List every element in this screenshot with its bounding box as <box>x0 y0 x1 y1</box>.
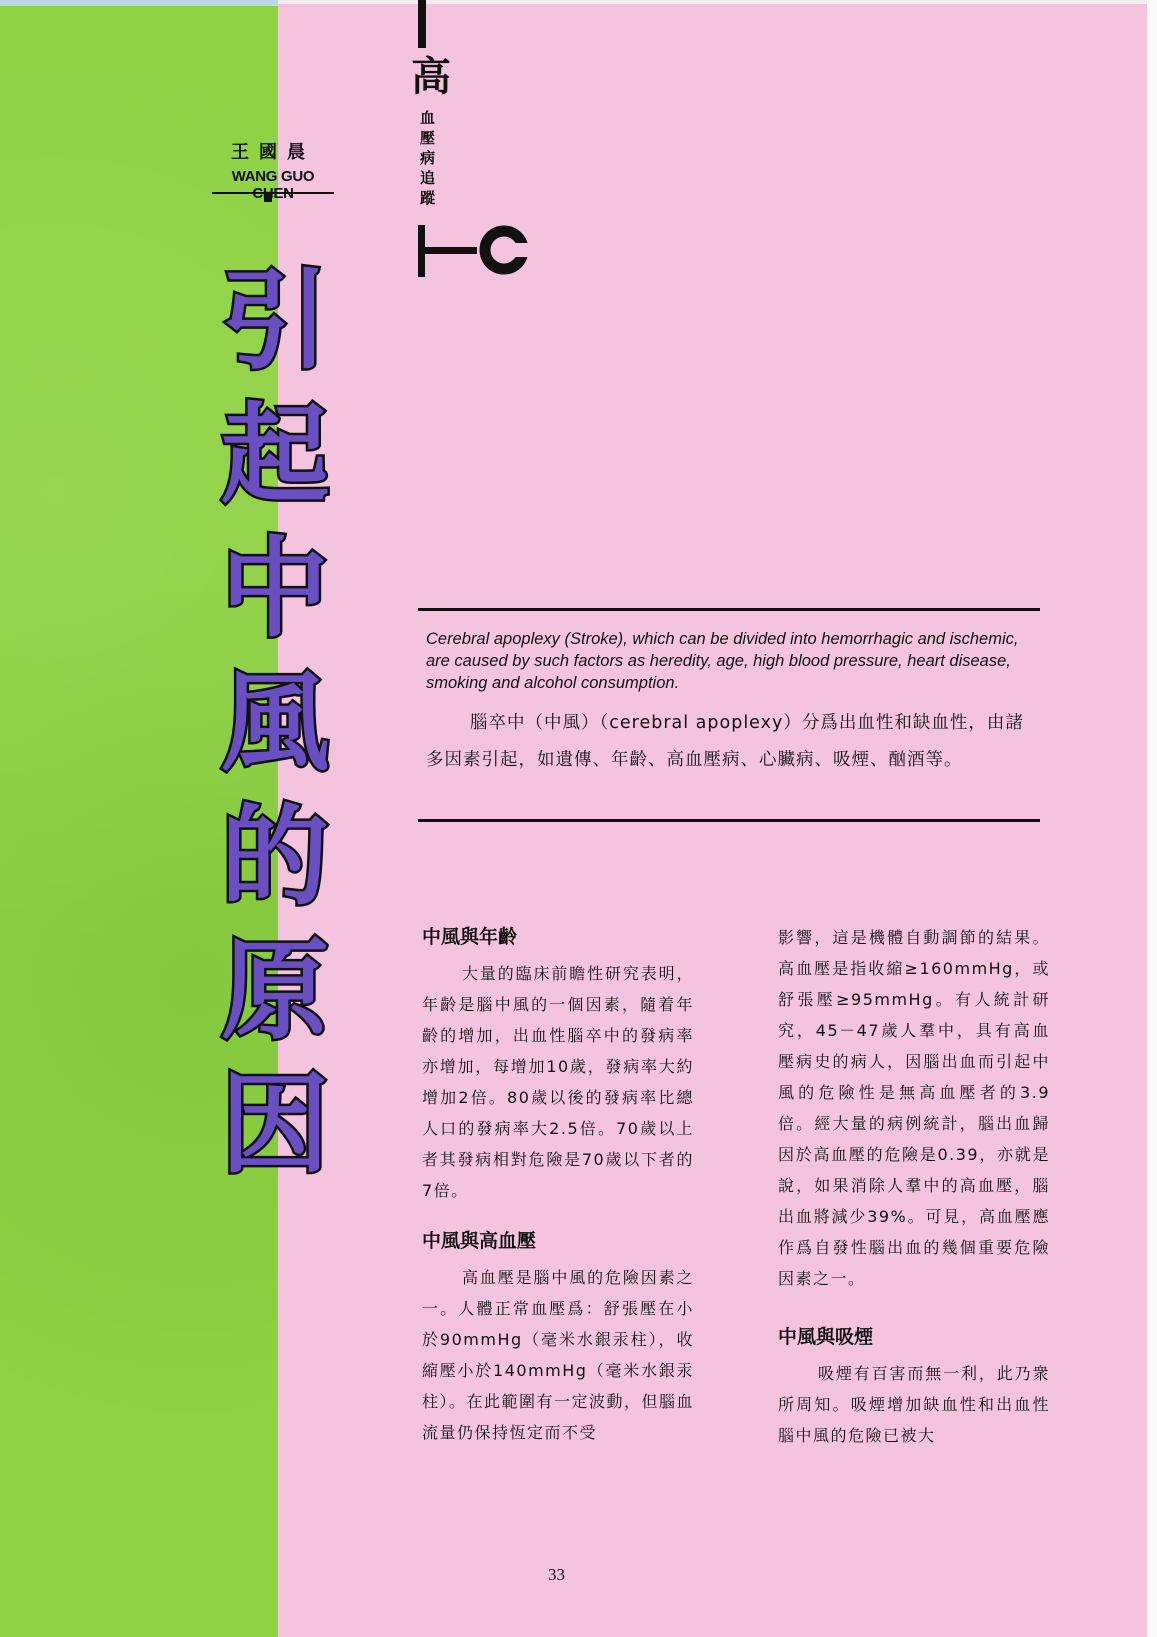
section-paragraph: 大量的臨床前瞻性研究表明，年齡是腦中風的一個因素，隨着年齡的增加，出血性腦卒中的發病率亦增加，每增加10歲，發病率大約增加2倍。80歲以後的發病率比總人口的發病率大2.5倍。70歲以上者其發病相對危險是70歲以下者的7倍。 <box>422 964 694 1200</box>
title-char: 風 <box>220 661 329 786</box>
title-char: 中 <box>220 527 329 652</box>
abstract-bottom-rule <box>418 819 1040 822</box>
title-char: 起 <box>220 393 329 518</box>
column-emblem-icon <box>418 225 538 277</box>
scan-edge-top-pink <box>278 0 1157 4</box>
author-divider <box>212 192 334 194</box>
body-column-right <box>778 922 1050 1451</box>
article-title <box>215 255 335 1193</box>
title-char: 因 <box>220 1063 329 1188</box>
page-number: 33 <box>548 1565 565 1584</box>
column-subtitle-char: 壓 <box>420 129 436 147</box>
author-name-cn: 王國晨 <box>231 142 315 163</box>
section-paragraph: 高血壓是腦中風的危險因素之一。人體正常血壓爲：舒張壓在小於90mmHg（毫米水銀汞柱），收縮壓小於140mmHg（毫米水銀汞柱）。在此範圍有一定波動，但腦血流量仍保持恆定而不受 <box>422 1268 695 1442</box>
abstract-top-rule <box>418 608 1040 611</box>
author-divider-tick <box>264 192 272 202</box>
column-subtitle-char: 追 <box>420 169 436 187</box>
abstract-chinese: 腦卒中（中風）（cerebral apoplexy）分爲出血性和缺血性，由諸多因素引起，如遺傳、年齡、高血壓病、心臟病、吸煙、酗酒等。 <box>426 713 1024 770</box>
section-paragraph-continued: 影響，這是機體自動調節的結果。高血壓是指收縮≥160mmHg，或舒張壓≥95mmHg。有人統計研究，45－47歲人羣中，具有高血壓病史的病人，因腦出血而引起中風的危險性是無高血壓者的3.9倍。經大量的病例統計，腦出血歸因於高血壓的危險是0.39，亦就是說，如果消除人羣中的高血壓，腦出血將減少39%。可見，高血壓應作爲自發性腦出血的幾個重要危險因素之一。 <box>778 928 1050 1288</box>
column-subtitle <box>420 108 435 208</box>
section-paragraph: 吸煙有百害而無一利，此乃衆所周知。吸煙增加缺血性和出血性腦中風的危險已被大 <box>778 1364 1050 1445</box>
author-name-en: WANG GUO <box>231 168 315 185</box>
section-heading: 中風與年齡 <box>422 926 518 948</box>
section-heading: 中風與吸煙 <box>778 1326 874 1348</box>
column-logo: 高 <box>411 54 451 100</box>
column-bar <box>418 0 426 48</box>
abstract-english: Cerebral apoplexy (Stroke), which can be divided into hemorrhagic and ischemic, are caused by such factors as heredity, age, high blood pressure, heart disease, smoking and alcohol consumption. <box>426 630 1019 692</box>
section-heading: 中風與高血壓 <box>422 1230 537 1252</box>
column-subtitle-char: 病 <box>420 149 436 167</box>
title-char: 原 <box>220 929 329 1054</box>
column-subtitle-char: 蹤 <box>420 189 436 207</box>
scan-edge-right <box>1147 0 1157 1637</box>
body-column-left <box>422 922 694 1448</box>
scan-edge-top <box>0 0 278 6</box>
title-char: 引 <box>220 259 329 384</box>
column-subtitle-char: 血 <box>420 109 436 127</box>
title-char: 的 <box>220 795 329 920</box>
